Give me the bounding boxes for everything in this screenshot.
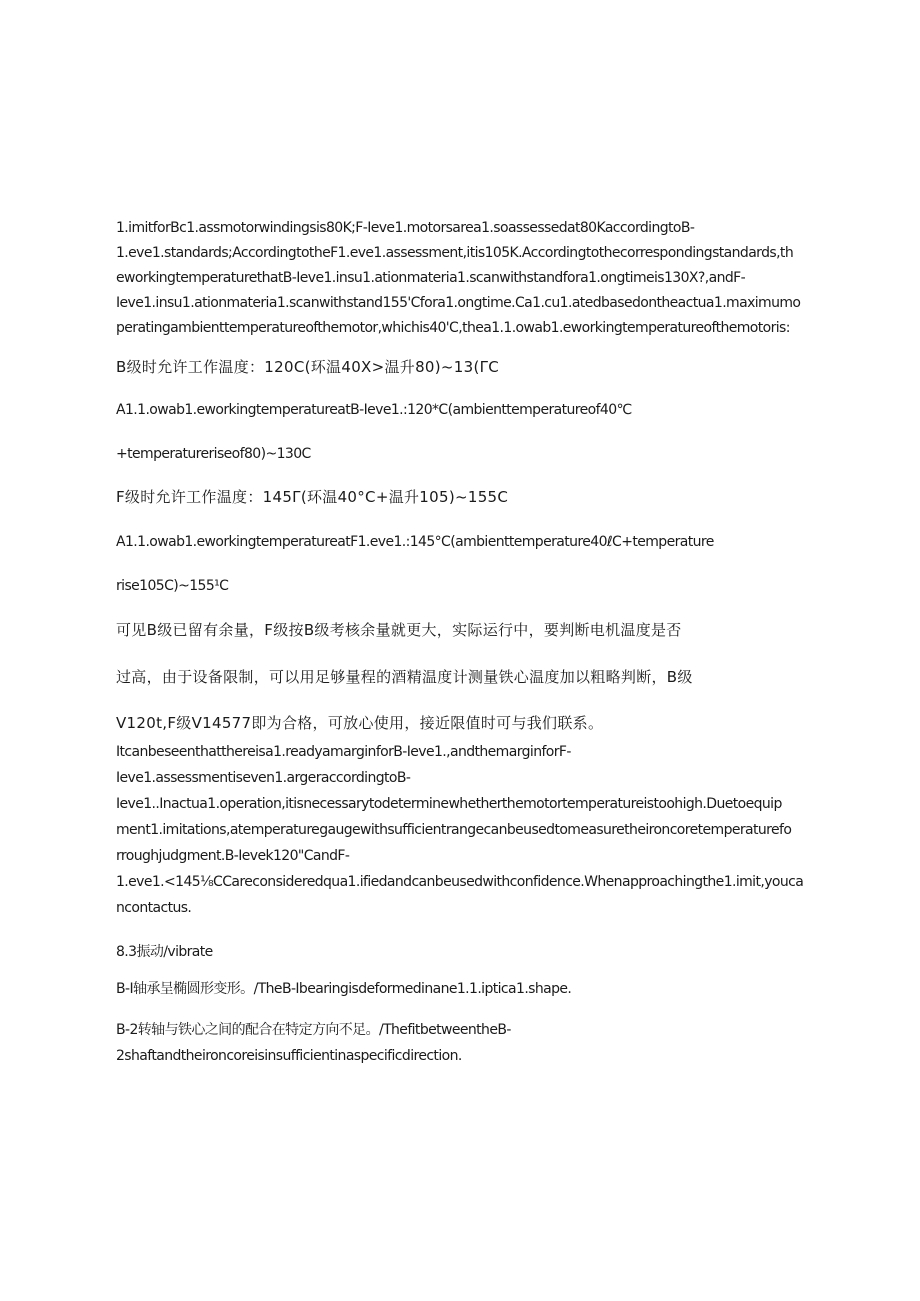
text-line: peratingambienttemperatureofthemotor,whichis40'C,thea1.1.owab1.eworkingtemperatureofthemotoris:	[116, 320, 790, 336]
zh-paragraph-line: 可见B级已留有余量，F级按B级考核余量就更大，实际运行中，要判断电机温度是否	[116, 621, 682, 639]
list-item-b2-cont: 2shaftandtheironcoreisinsufficientinaspecificdirection.	[116, 1048, 462, 1064]
section-heading: 8.3振动/vibrate	[116, 944, 213, 960]
f-level-temperature-en-cont: rise105C)~155¹C	[116, 578, 229, 594]
b-level-temperature-en: A1.1.owab1.eworkingtemperatureatB-Ieve1.:120*C(ambienttemperatureof40℃	[116, 402, 632, 418]
en-paragraph-line: Ieve1..Inactua1.operation,itisnecessarytodeterminewhetherthemotortemperatureistoohigh.Duetoequip	[116, 796, 782, 812]
zh-paragraph-line: 过高，由于设备限制，可以用足够量程的酒精温度计测量铁心温度加以粗略判断，B级	[116, 668, 693, 686]
list-item-b2: B-2转轴与铁心之间的配合在特定方向不足。/ThefitbetweentheB-	[116, 1022, 511, 1038]
b-level-temperature-en-cont: +temperatureriseof80)~130C	[116, 446, 311, 462]
b-level-temperature-zh: B级时允许工作温度：120C(环温40X>温升80)~13(ΓC	[116, 358, 500, 376]
text-line: 1.eve1.standards;AccordingtotheF1.eve1.assessment,itis105K.Accordingtothecorrespondingstandards,th	[116, 245, 794, 261]
text-line: 1.imitforBc1.assmotorwindingsis80K;F-Ieve1.motorsarea1.soassessedat80KaccordingtoB-	[116, 220, 695, 236]
text-line: Ieve1.insu1.ationmateria1.scanwithstand155'Cfora1.ongtime.Ca1.cu1.atedbasedontheactua1.maximumo	[116, 295, 801, 311]
en-paragraph-line: Itcanbeseenthatthereisa1.readyamarginforB-Ieve1.,andthemarginforF-	[116, 744, 571, 760]
f-level-temperature-en: A1.1.owab1.eworkingtemperatureatF1.eve1.:145°C(ambienttemperature40ℓC+temperature	[116, 534, 714, 550]
zh-paragraph-line: V120t,F级V14577即为合格，可放心使用，接近限值时可与我们联系。	[116, 714, 604, 732]
en-paragraph-line: Ieve1.assessmentiseven1.argeraccordingtoB-	[116, 770, 411, 786]
en-paragraph-line: 1.eve1.<145⅛CCareconsideredqua1.ifiedandcanbeusedwithconfidence.Whenapproachingthe1.imit,youca	[116, 874, 804, 890]
f-level-temperature-zh: F级时允许工作温度：145Γ(环温40°C+温升105)~155C	[116, 488, 509, 506]
en-paragraph-line: ment1.imitations,atemperaturegaugewithsufficientrangecanbeusedtomeasuretheironcoretemperaturefo	[116, 822, 792, 838]
text-line: eworkingtemperaturethatB-Ieve1.insu1.ationmateria1.scanwithstandfora1.ongtimeis130X?,andF-	[116, 270, 746, 286]
list-item-b1: B-I轴承呈椭圆形变形。/TheB-Ibearingisdeformedinane1.1.iptica1.shape.	[116, 981, 572, 997]
en-paragraph-line: ncontactus.	[116, 900, 192, 916]
en-paragraph-line: rroughjudgment.B-Ievek120"CandF-	[116, 848, 350, 864]
